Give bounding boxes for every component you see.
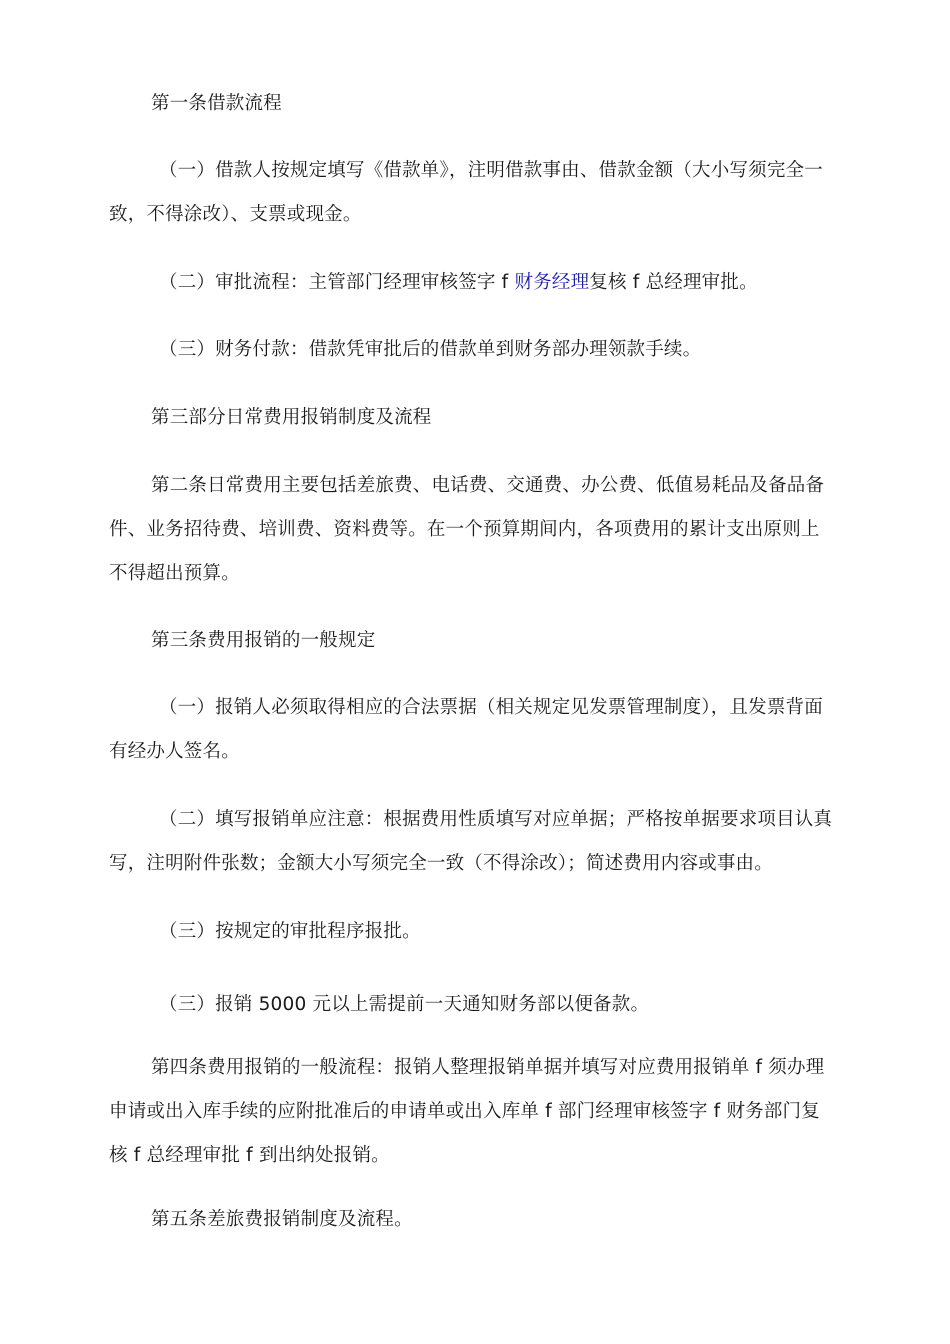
paragraph-article-4: 第四条费用报销的一般流程：报销人整理报销单据并填写对应费用报销单 f 须办理 申请或出入库手续的应附批准后的申请单或出入库单 f 部门经理审核签字 f 财务部门复 核 f 总经理审批 f 到出纳处报销。: [109, 1057, 825, 1166]
approval-text-post: 复核 f 总经理审批。: [589, 272, 758, 293]
paragraph-article-2: 第二条日常费用主要包括差旅费、电话费、交通费、办公费、低值易耗品及备品备 件、业务招待费、培训费、资料费等。在一个预算期间内，各项费用的累计支出原则上 不得超出预算。: [109, 475, 825, 584]
paragraph-loan-form: （一）借款人按规定填写《借款单》，注明借款事由、借款金额（大小写须完全一 致，不得涂改）、支票或现金。: [109, 160, 823, 225]
paragraph-approval-process: [109, 261, 847, 305]
heading-article-3: 第三条费用报销的一般规定: [151, 630, 376, 651]
paragraph-fill-form: （二）填写报销单应注意：根据费用性质填写对应单据；严格按单据要求项目认真 写，注明附件张数；金额大小写须完全一致（不得涂改）；简述费用内容或事由。: [109, 809, 833, 874]
paragraph-legal-receipts: （一）报销人必须取得相应的合法票据（相关规定见发票管理制度），且发票背面 有经办人签名。: [109, 697, 823, 762]
finance-manager-link[interactable]: 财务经理: [514, 272, 590, 293]
paragraph-approval-procedure: （三）按规定的审批程序报批。: [159, 921, 421, 942]
heading-article-5: 第五条差旅费报销制度及流程。: [151, 1209, 413, 1230]
heading-part-3: 第三部分日常费用报销制度及流程: [151, 407, 432, 428]
paragraph-finance-payment: （三）财务付款：借款凭审批后的借款单到财务部办理领款手续。: [159, 339, 702, 360]
heading-article-1: 第一条借款流程: [151, 93, 282, 114]
paragraph-advance-notice: （三）报销 5000 元以上需提前一天通知财务部以便备款。: [159, 994, 650, 1015]
approval-text-pre: （二）审批流程：主管部门经理审核签字 f: [159, 272, 515, 293]
